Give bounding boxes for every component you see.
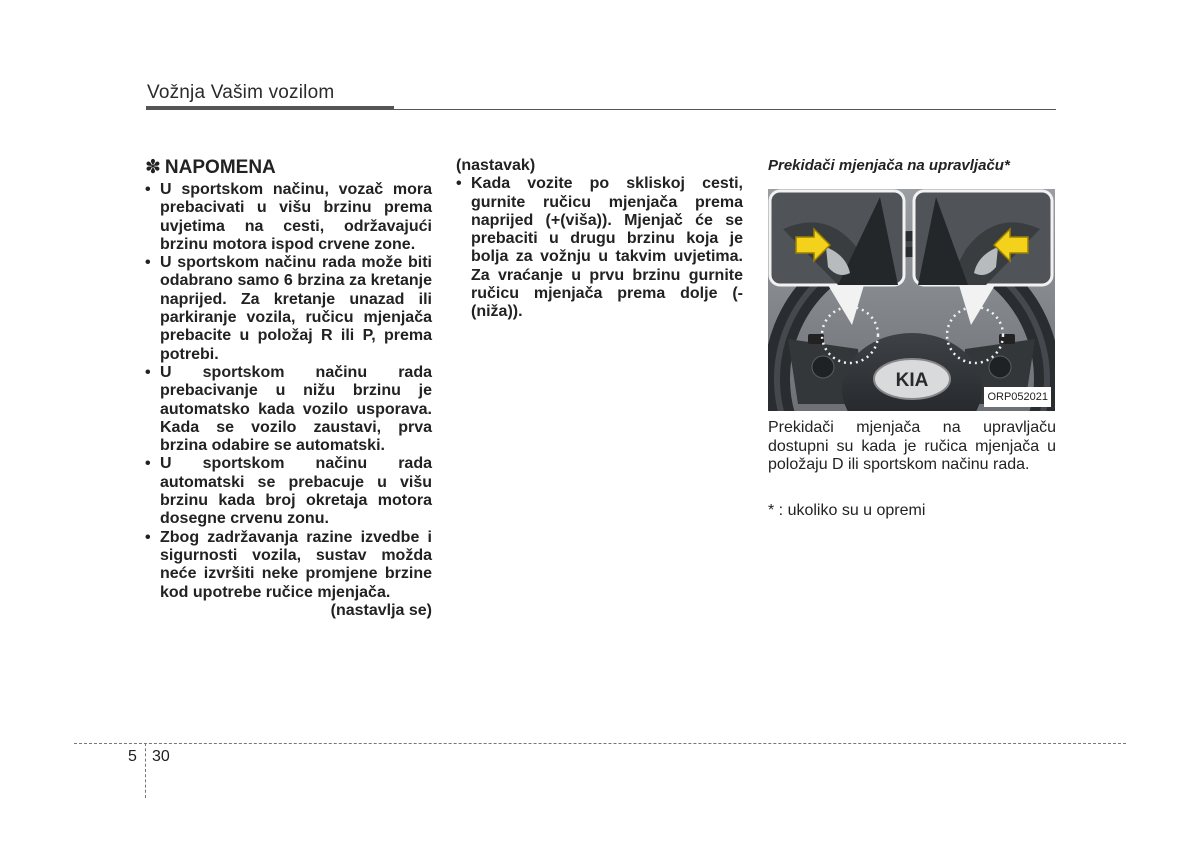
note-star-icon: ✽ xyxy=(145,157,161,178)
note-column xyxy=(145,157,432,620)
note-bullet: • Kada vozite po skliskoj cesti, gurnite ručicu mjenjača prema naprijed (+(viša)). Mjenjač će se prebaciti u drugu brzinu koja je bolja za vožnju u takvim uvjetima. Za vraćanje u prvu brzinu gurnite ručicu mjenjača prema dolje (-(niža)). xyxy=(456,175,743,321)
note-heading-label: NAPOMENA xyxy=(164,157,276,178)
note-bullet-list xyxy=(145,181,432,602)
page-number: 30 xyxy=(152,748,170,765)
page-header-title: Vožnja Vašim vozilom xyxy=(147,82,335,103)
note-bullet: • Zbog zadržavanja razine izvedbe i sigurnosti vozila, sustav možda neće izvršiti neke promjene brzine kod upotrebe ručice mjenjača. xyxy=(145,529,432,602)
figure-caption: Prekidači mjenjača na upravljaču dostupni su kada je ručica mjenjača u položaju D ili sportskom načinu rada. xyxy=(768,419,1056,474)
note-bullet: • U sportskom načinu rada prebacivanje u nižu brzinu je automatsko kada vozilo usporava. Kada se vozilo zaustavi, prva brzina odabire se automatski. xyxy=(145,364,432,455)
note-bullet: • U sportskom načinu rada može biti odabrano samo 6 brzina za kretanje naprijed. Za kretanje unazad ili parkiranje vozila, ručicu mjenjača prebacite u položaj R ili P, prema potrebi. xyxy=(145,254,432,364)
continuation-marker: (nastavak) xyxy=(456,157,536,174)
chapter-number: 5 xyxy=(128,748,137,765)
footer-rule xyxy=(74,743,1126,744)
note-heading xyxy=(145,157,432,179)
kia-logo-text: KIA xyxy=(895,370,929,392)
header-rule-thin xyxy=(146,109,1056,110)
steering-wheel-figure xyxy=(768,189,1055,411)
continued-marker: (nastavlja se) xyxy=(330,601,432,619)
note-continuation-column xyxy=(456,157,743,322)
continuation-bullet-list xyxy=(456,175,743,321)
note-bullet: • U sportskom načinu rada automatski se prebacuje u višu brzinu kada broj okretaja motora dosegne crvenu zonu. xyxy=(145,455,432,528)
section-title: Prekidači mjenjača na upravljaču* xyxy=(768,157,1010,174)
paddle-shifter-section xyxy=(768,157,1056,520)
note-bullet: • U sportskom načinu, vozač mora prebacivati u višu brzinu prema uvjetima na cesti, održavajući brzinu motora ispod crvene zone. xyxy=(145,181,432,254)
equipment-footnote: * : ukoliko su u opremi xyxy=(768,501,926,519)
steering-wheel-illustration xyxy=(768,189,1055,411)
image-code-label: ORP052021 xyxy=(984,387,1051,407)
footer-divider xyxy=(145,743,146,798)
